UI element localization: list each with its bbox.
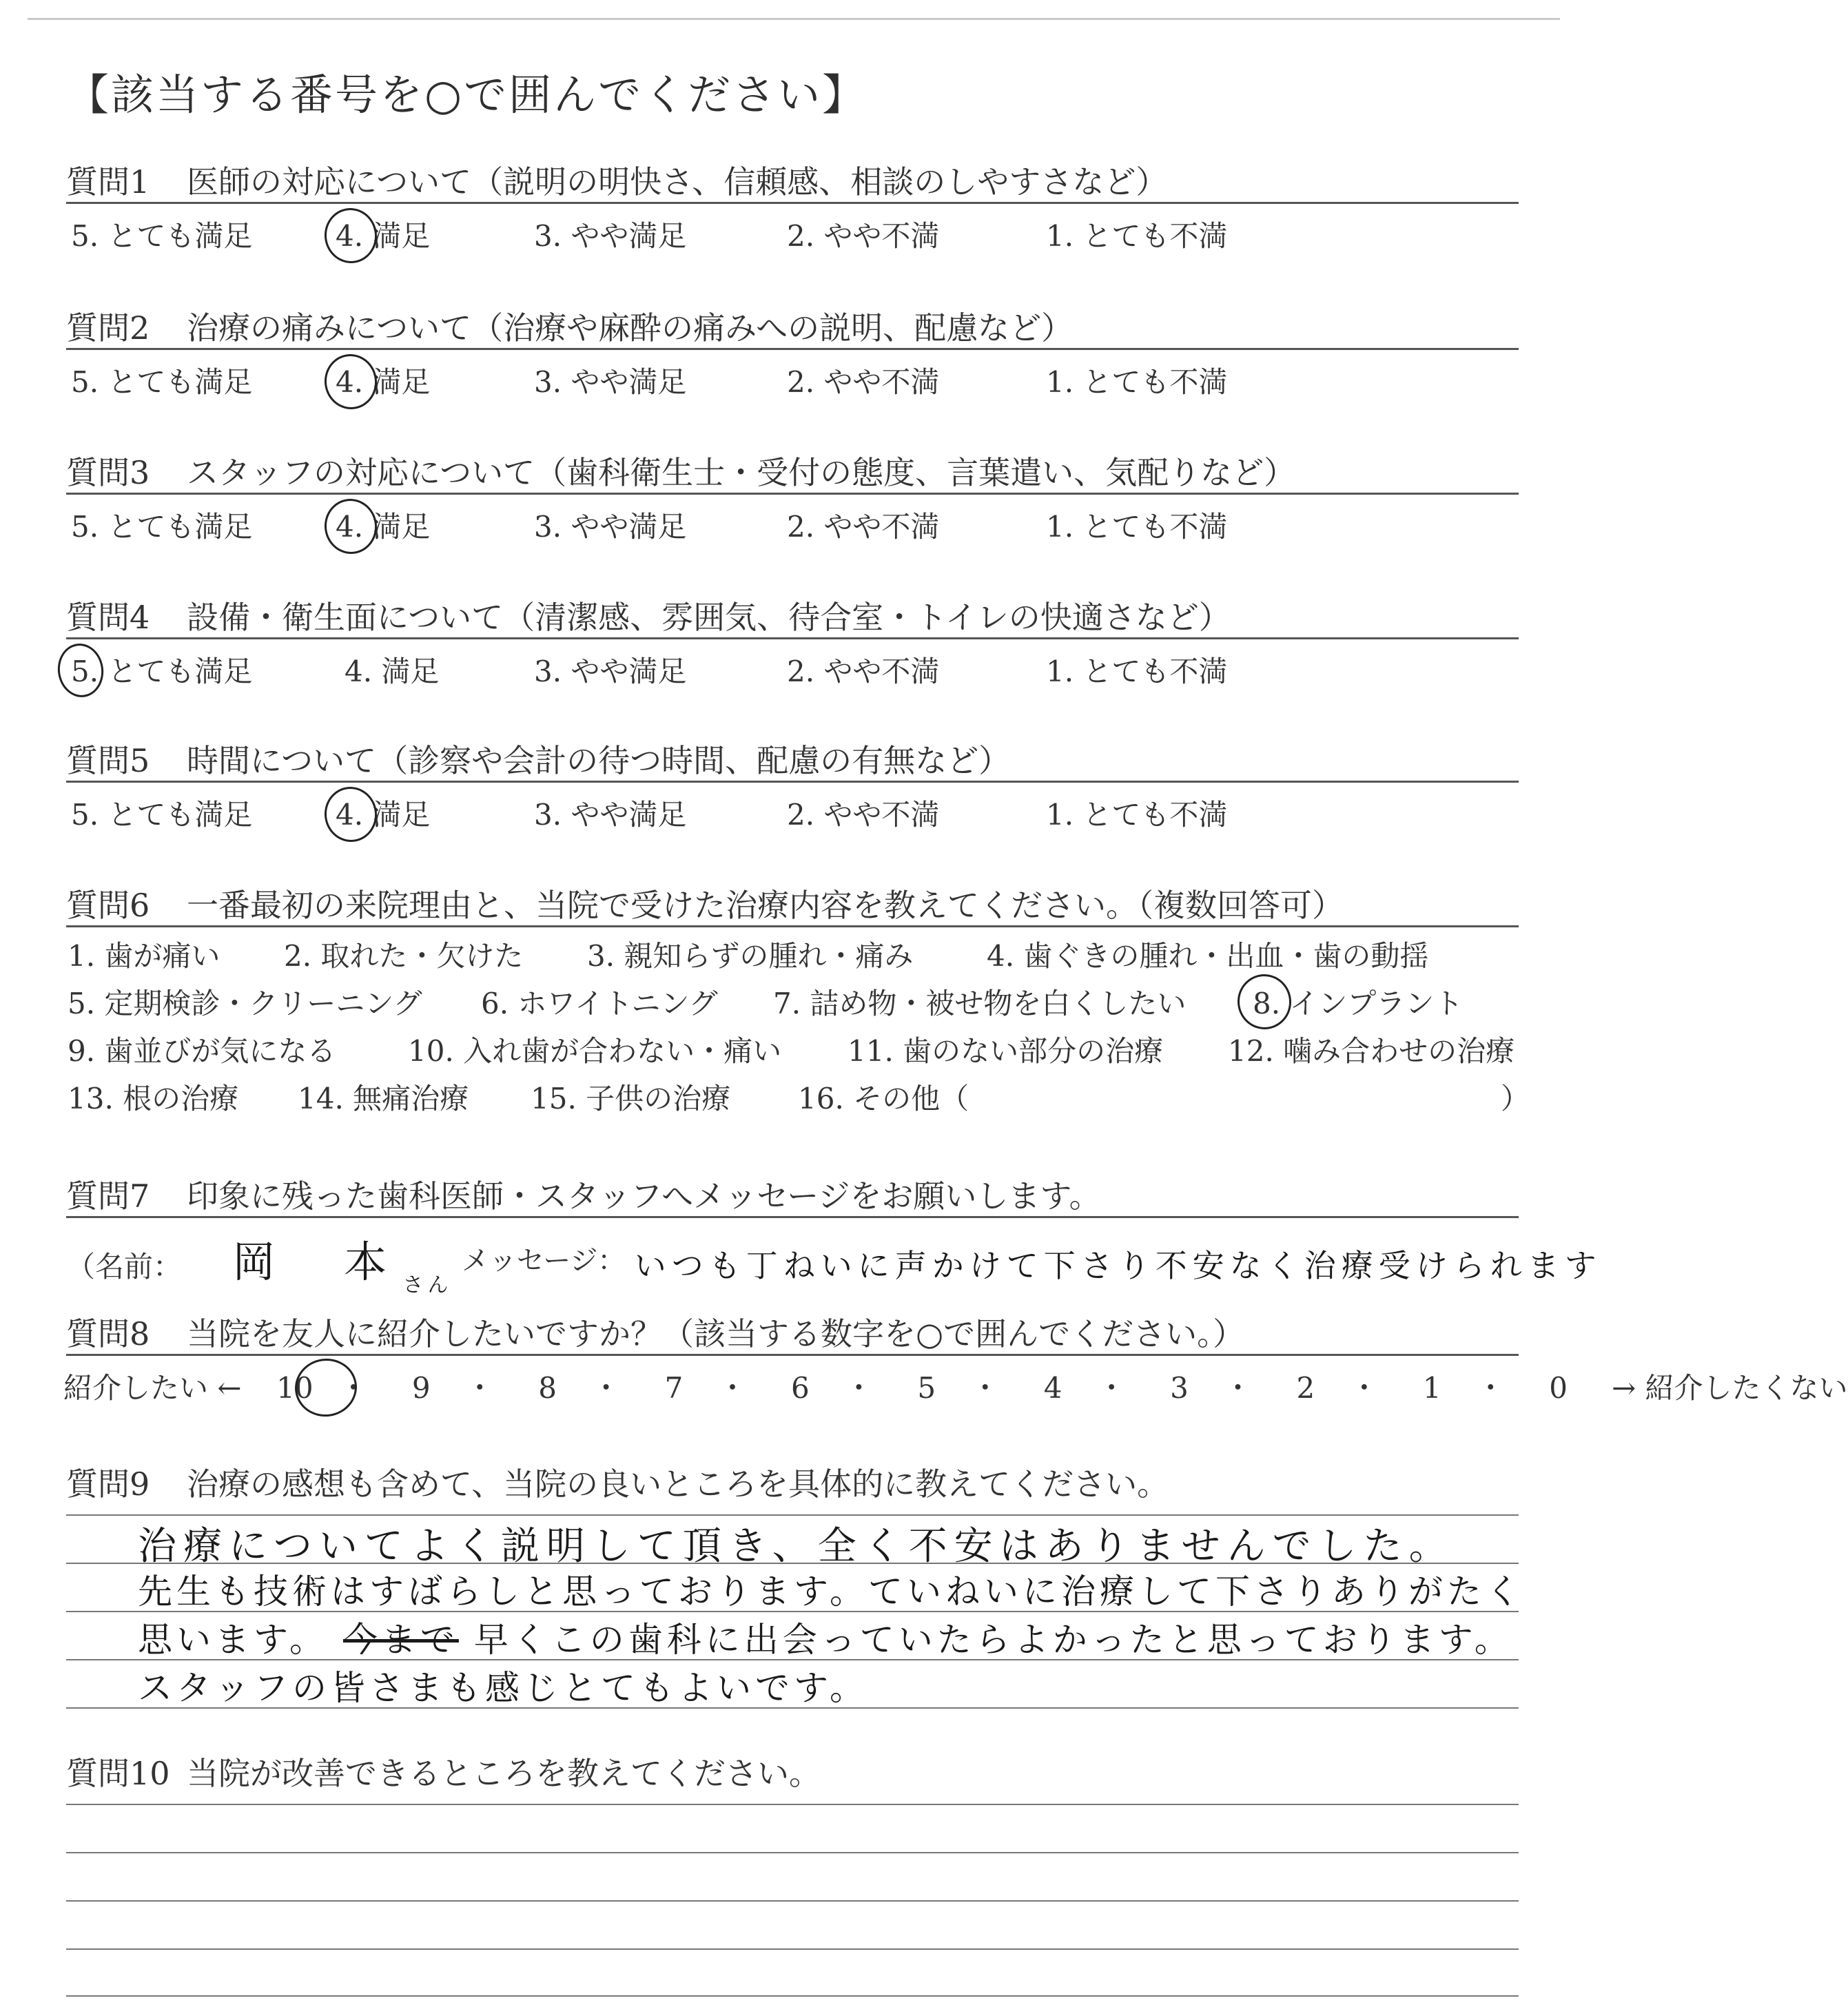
q1-option-3[interactable]: 3. やや満足 [534, 219, 687, 253]
q9-answer-line-4: スタッフの皆さまも感じとてもよいです。 [138, 1668, 868, 1708]
q2-option-1[interactable]: 1. とても不満 [1046, 365, 1228, 399]
q2-option-5[interactable]: 5. とても満足 [71, 365, 253, 399]
question-1-number: 質問1 [66, 163, 150, 200]
q7-name-value: 岡 本 [232, 1237, 415, 1287]
q8-score-4[interactable]: 4 [1043, 1371, 1062, 1405]
q1-option-2[interactable]: 2. やや不満 [787, 219, 940, 253]
q8-score-9[interactable]: 9 [411, 1371, 431, 1405]
q6-option-14[interactable]: 14. 無痛治療 [298, 1082, 469, 1115]
question-10-number: 質問10 [66, 1755, 170, 1792]
q6-option-11[interactable]: 11. 歯のない部分の治療 [848, 1034, 1164, 1068]
question-8-number: 質問8 [66, 1315, 150, 1352]
q6-option-6[interactable]: 6. ホワイトニング [481, 987, 718, 1020]
q8-score-1[interactable]: 1 [1422, 1371, 1441, 1405]
q8-score-8[interactable]: 8 [538, 1371, 557, 1405]
page-title: 【該当する番号を○で囲んでください】 [66, 70, 867, 120]
q2-option-4[interactable]: 4. 満足 [336, 365, 431, 399]
question-6-title [66, 881, 1344, 926]
q8-separator: ・ [1223, 1371, 1253, 1405]
q3-option-5[interactable]: 5. とても満足 [71, 510, 253, 544]
q6-option-10[interactable]: 10. 入れ歯が合わない・痛い [408, 1034, 782, 1068]
question-5-options [0, 792, 1588, 834]
q5-option-5[interactable]: 5. とても満足 [71, 798, 253, 832]
q3-option-2[interactable]: 2. やや不満 [787, 510, 940, 544]
q6-option-12[interactable]: 12. 噛み合わせの治療 [1228, 1034, 1515, 1068]
q9-answer-line-2: 先生も技術はすばらしと思っております。ていねいに治療して下さりありがたく [138, 1572, 1524, 1612]
q5-option-3[interactable]: 3. やや満足 [534, 798, 687, 832]
q8-left-label: 紹介したい ← [63, 1371, 242, 1405]
q5-option-1[interactable]: 1. とても不満 [1046, 798, 1228, 832]
q8-score-10[interactable]: 10 [276, 1371, 314, 1405]
q1-option-1[interactable]: 1. とても不満 [1046, 219, 1228, 253]
question-2-number: 質問2 [66, 309, 150, 347]
question-7-text: 印象に残った歯科医師・スタッフへメッセージをお願いします。 [187, 1177, 1101, 1215]
q4-option-4[interactable]: 4. 満足 [345, 655, 440, 688]
question-2-rule [66, 348, 1519, 350]
q4-option-5[interactable]: 5. とても満足 [71, 655, 253, 688]
q8-separator: ・ [1097, 1371, 1127, 1405]
question-4-text: 設備・衛生面について（清潔感、雰囲気、待合室・トイレの快適さなど） [187, 599, 1231, 636]
question-1-rule [66, 202, 1519, 204]
q9-answer-line-1: 治療についてよく説明して頂き、全く不安はありませんでした。 [138, 1524, 1455, 1569]
q4-option-2[interactable]: 2. やや不満 [787, 655, 940, 688]
q8-separator: ・ [338, 1371, 368, 1405]
q6-option-2[interactable]: 2. 取れた・欠けた [284, 939, 524, 973]
q4-option-1[interactable]: 1. とても不満 [1046, 655, 1228, 688]
question-6-number: 質問6 [66, 887, 150, 924]
question-1-title [66, 157, 1167, 203]
q7-name-label: （名前： [66, 1250, 183, 1284]
q6-option-5[interactable]: 5. 定期検診・クリーニング [68, 987, 422, 1020]
q8-separator: ・ [1476, 1371, 1506, 1405]
q1-option-4[interactable]: 4. 満足 [336, 219, 431, 253]
question-6-options-row-3 [0, 1029, 1588, 1070]
q6-option-8[interactable]: 8. インプラント [1253, 987, 1464, 1020]
q6-option-13[interactable]: 13. 根の治療 [68, 1082, 239, 1115]
q6-option-7[interactable]: 7. 詰め物・被せ物を白くしたい [773, 987, 1187, 1020]
question-5-number: 質問5 [66, 742, 150, 779]
q3-option-3[interactable]: 3. やや満足 [534, 510, 687, 544]
q6-answer-circle [1234, 971, 1295, 1033]
question-6-text: 一番最初の来院理由と、当院で受けた治療内容を教えてください。（複数回答可） [187, 887, 1344, 924]
question-7-rule [66, 1216, 1519, 1218]
q8-right-label: → 紹介したくない [1612, 1371, 1848, 1405]
question-3-number: 質問3 [66, 454, 150, 491]
q8-score-6[interactable]: 6 [791, 1371, 810, 1405]
q4-option-3[interactable]: 3. やや満足 [534, 655, 687, 688]
question-3-title [66, 448, 1295, 493]
question-8-text: 当院を友人に紹介したいですか？（該当する数字を○で囲んでください。） [187, 1315, 1245, 1352]
question-7-title [66, 1171, 1101, 1217]
q6-option-9[interactable]: 9. 歯並びが気になる [68, 1034, 336, 1068]
q8-score-7[interactable]: 7 [664, 1371, 684, 1405]
q8-separator: ・ [844, 1371, 874, 1405]
q10-writing-line-5 [66, 1995, 1519, 1997]
question-4-options [0, 649, 1588, 690]
q6-option-1[interactable]: 1. 歯が痛い [68, 939, 220, 973]
question-1-text: 医師の対応について（説明の明快さ、信頼感、相談のしやすさなど） [187, 163, 1168, 200]
q1-option-5[interactable]: 5. とても満足 [71, 219, 253, 253]
q9-answer-line-3 [138, 1612, 1513, 1662]
question-8-rule [66, 1354, 1519, 1356]
q8-separator: ・ [970, 1371, 1000, 1405]
q6-option-16[interactable]: 16. その他（ [798, 1082, 969, 1115]
question-5-text: 時間について（診察や会計の待つ時間、配慮の有無など） [187, 742, 1011, 779]
q7-answer-row [66, 1228, 1602, 1297]
q8-answer-circle [291, 1355, 361, 1421]
question-6-options-row-1 [0, 934, 1588, 975]
q10-writing-line-1 [66, 1804, 1519, 1805]
q6-option-3[interactable]: 3. 親知らずの腫れ・痛み [587, 939, 914, 973]
question-1-options [0, 214, 1588, 255]
q10-writing-line-3 [66, 1900, 1519, 1902]
question-9-number: 質問9 [66, 1465, 150, 1503]
question-3-rule [66, 493, 1519, 495]
question-3-text: スタッフの対応について（歯科衛生士・受付の態度、言葉遣い、気配りなど） [187, 454, 1296, 491]
q8-separator: ・ [718, 1371, 748, 1405]
question-2-options [0, 360, 1588, 401]
q9-struck-text: 今まで [342, 1620, 459, 1660]
question-2-text: 治療の痛みについて（治療や麻酔の痛みへの説明、配慮など） [187, 309, 1074, 347]
q5-option-2[interactable]: 2. やや不満 [787, 798, 940, 832]
q2-option-3[interactable]: 3. やや満足 [534, 365, 687, 399]
q3-option-1[interactable]: 1. とても不満 [1046, 510, 1228, 544]
q8-separator: ・ [465, 1371, 495, 1405]
q6-other-close-paren: ） [1501, 1082, 1530, 1115]
question-7-number: 質問7 [66, 1177, 150, 1215]
question-8-title [66, 1309, 1244, 1355]
q2-option-2[interactable]: 2. やや不満 [787, 365, 940, 399]
question-9-title [66, 1459, 1169, 1505]
question-4-rule [66, 637, 1519, 639]
q10-writing-line-2 [66, 1852, 1519, 1853]
question-10-text: 当院が改善できるところを教えてください。 [187, 1755, 821, 1792]
q7-message-label: メッセージ： [461, 1245, 626, 1277]
q8-score-5[interactable]: 5 [917, 1371, 936, 1405]
question-2-title [66, 303, 1073, 349]
page-top-border [28, 18, 1560, 20]
q8-score-2[interactable]: 2 [1296, 1371, 1315, 1405]
question-10-title [66, 1749, 821, 1794]
q9-answer-line-3-end: 早くこの歯科に出会っていたらよかったと思っております。 [473, 1620, 1513, 1660]
question-5-rule [66, 781, 1519, 783]
q5-option-4[interactable]: 4. 満足 [336, 798, 431, 832]
question-4-title [66, 593, 1231, 638]
q8-separator: ・ [591, 1371, 621, 1405]
question-6-options-row-2 [0, 981, 1588, 1022]
q6-option-15[interactable]: 15. 子供の治療 [531, 1082, 731, 1115]
question-4-number: 質問4 [66, 599, 150, 636]
q8-score-0[interactable]: 0 [1549, 1371, 1568, 1405]
q10-writing-line-4 [66, 1948, 1519, 1950]
q9-answer-line-3-start: 思います。 [138, 1620, 328, 1660]
question-6-rule [66, 925, 1519, 927]
q3-option-4[interactable]: 4. 満足 [336, 510, 431, 544]
question-3-options [0, 504, 1588, 546]
question-5-title [66, 736, 1010, 781]
question-9-text: 治療の感想も含めて、当院の良いところを具体的に教えてください。 [187, 1465, 1169, 1503]
q8-separator: ・ [1349, 1371, 1379, 1405]
question-6-options-row-4 [0, 1076, 1588, 1118]
q7-name-suffix: さん [402, 1273, 453, 1297]
q8-score-3[interactable]: 3 [1170, 1371, 1189, 1405]
q6-option-4[interactable]: 4. 歯ぐきの腫れ・出血・歯の動揺 [987, 939, 1429, 973]
q7-message-value: いつも丁ねいに声かけて下さり不安なく治療受けられます [634, 1247, 1602, 1284]
